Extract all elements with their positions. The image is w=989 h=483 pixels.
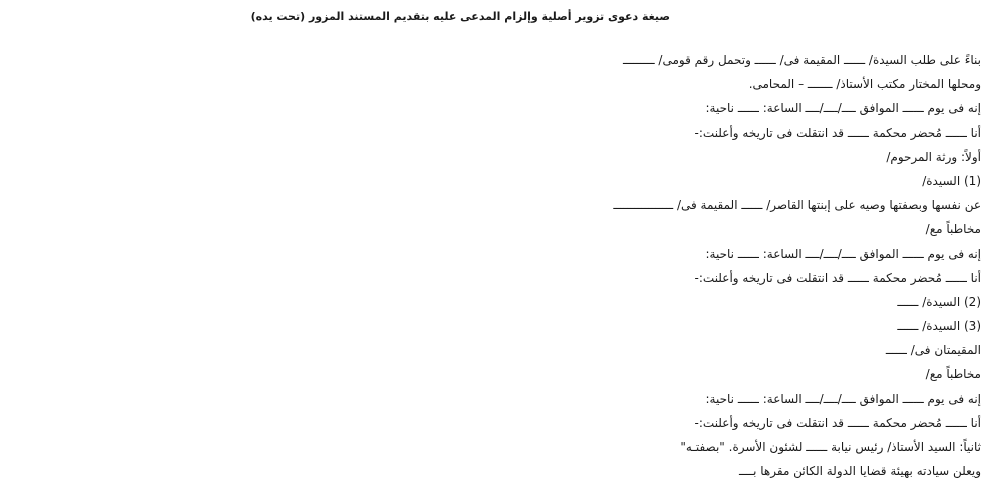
text-line: عن نفسها وبصفتها وصيه على إبنتها القاصر/ ــــــ المقيمة فى/ ـــــــــــــــــ [613,198,981,213]
text-line: (2) السيدة/ ــــــ [897,294,981,309]
text-line: المقيمتان فى/ ــــــ [885,343,981,358]
watermark-overlay [590,432,670,472]
text-line: ومحلها المختار مكتب الأستاذ/ ـــــــ – المحامى. [748,77,981,92]
text-line: إنه فى يوم ــــــ الموافق ــــ/ــــ/ــــ الساعة: ــــــ ناحية: [705,391,981,406]
text-line: مخاطباً مع/ [925,222,981,237]
text-line: إنه فى يوم ــــــ الموافق ــــ/ــــ/ــــ الساعة: ــــــ ناحية: [705,246,981,261]
text-line: ويعلن سيادته بهيئة قضايا الدولة الكائن مقرها بــــ [739,464,981,479]
text-line: أنا ــــــ مُحضر محكمة ــــــ قد انتقلت فى تاريخه وأعلنت:- [694,415,981,430]
text-line: إنه فى يوم ــــــ الموافق ــــ/ــــ/ــــ الساعة: ــــــ ناحية: [705,101,981,116]
section-heading: ثانياً: السيد الأستاذ/ رئيس نيابة ــــــ لشئون الأسرة. "بصفتـه" [680,440,981,454]
section-heading: أولاً: ورثة المرحوم/ [886,149,981,164]
text-line: مخاطباً مع/ [925,367,981,382]
document-body [581,48,981,483]
text-line: (3) السيدة/ ــــــ [897,319,981,334]
text-line: بناءً على طلب السيدة/ ــــــ المقيمة فى/ ــــــ وتحمل رقم قومى/ ـــــــــ [622,53,981,67]
document-title: صيغة دعوى تزوير أصلية وإلزام المدعى عليه بتقديم المستند المزور (تحت يده) [250,10,670,23]
text-line: أنا ــــــ مُحضر محكمة ــــــ قد انتقلت فى تاريخه وأعلنت:- [694,125,981,140]
text-line: أنا ــــــ مُحضر محكمة ــــــ قد انتقلت فى تاريخه وأعلنت:- [694,270,981,285]
text-line: (1) السيدة/ [922,173,981,188]
